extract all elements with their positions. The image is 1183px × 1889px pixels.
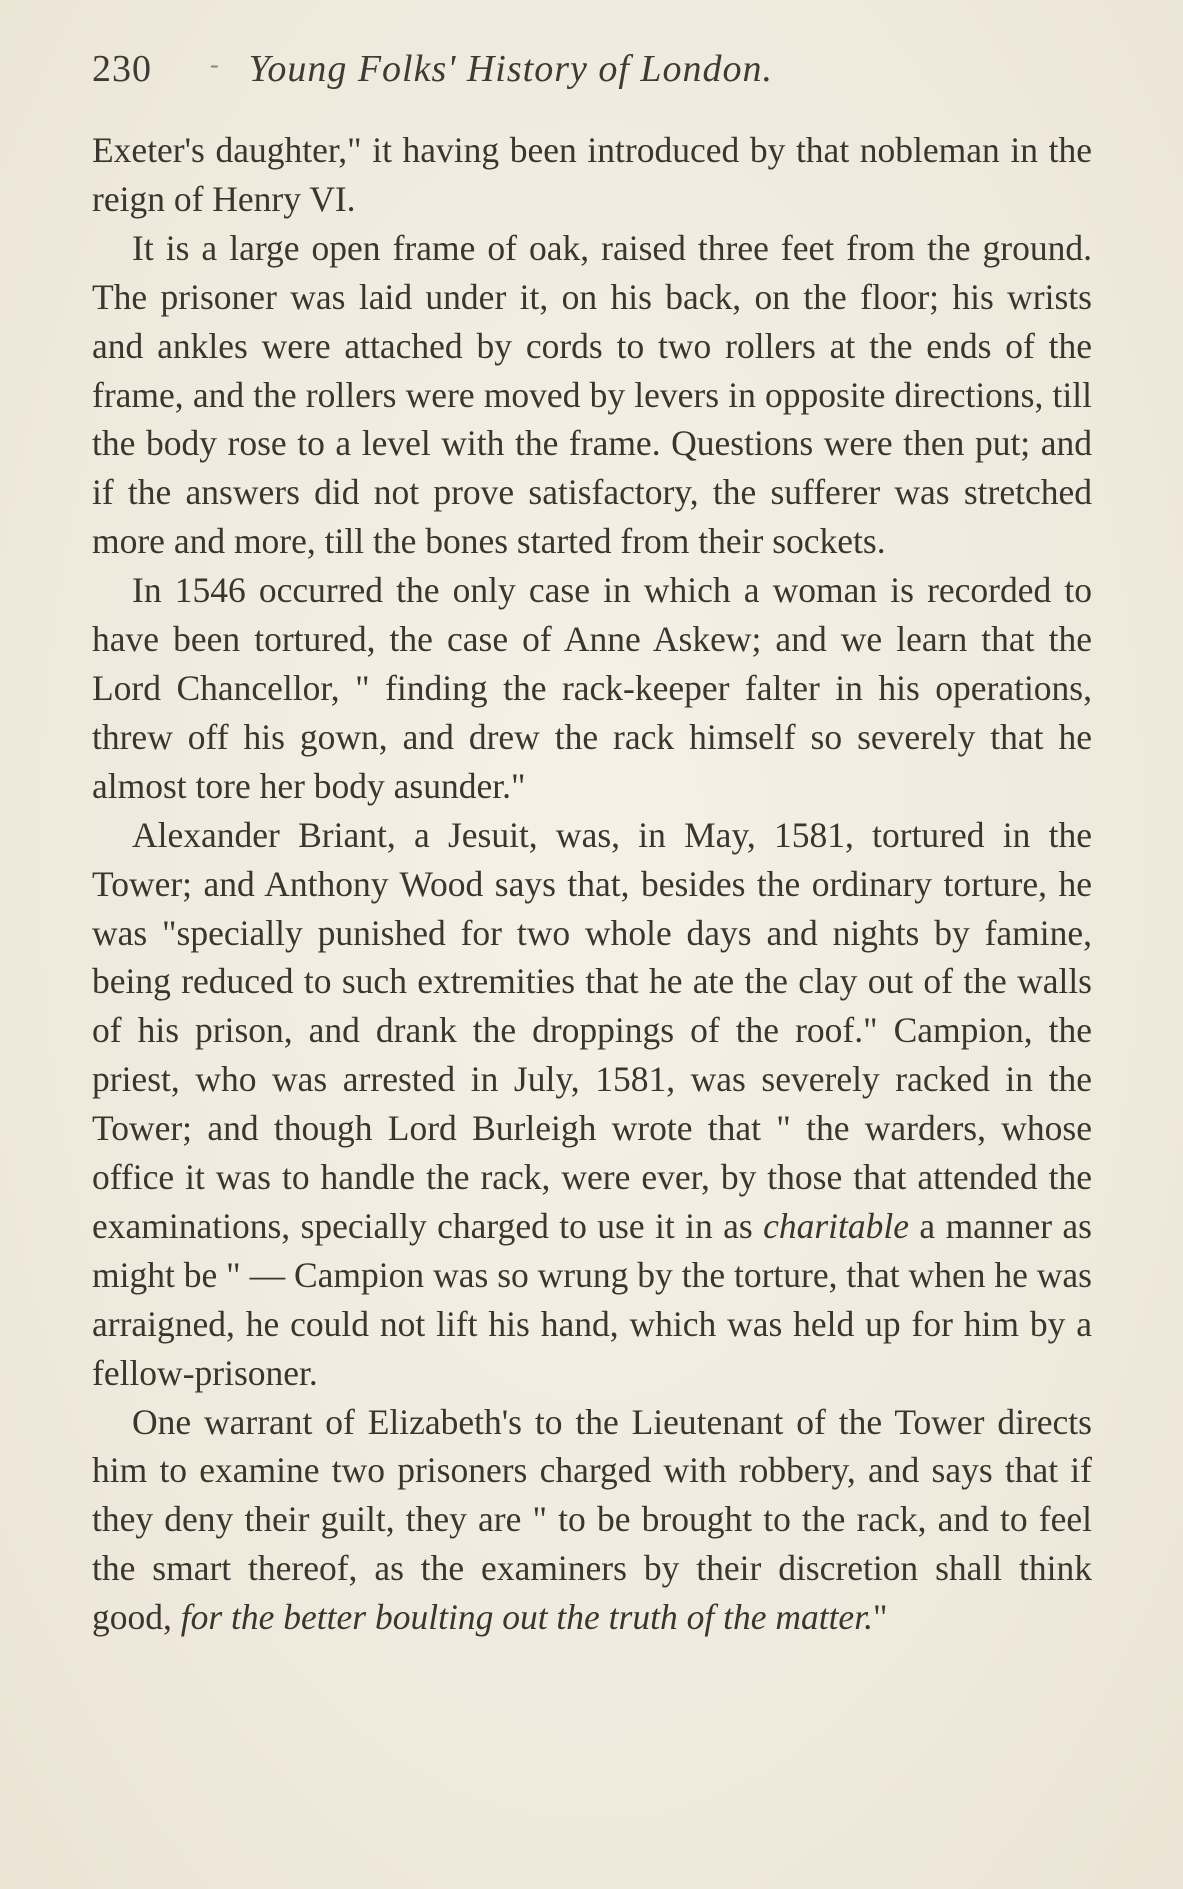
running-header: [92, 40, 1092, 90]
paragraph-1: Exeter's daughter," it having been introduced by that nobleman in the reign of Henry VI.: [92, 130, 1092, 219]
paragraph-5: [92, 1398, 1092, 1643]
paragraph-4-text-before: Alexander Briant, a Jesuit, was, in May, 1581, tortured in the Tower; and Anthony Wood says that, besides the ordinary torture, he was "specially punished for two whole days and nights by famine, being reduced to such extremities that he ate the clay out of the walls of his prison, and drank the droppings of the roof." Campion, the priest, who was arrested in July, 1581, was severely racked in the Tower; and though Lord Burleigh wrote that " the warders, whose office it was to handle the rack, were ever, by those that attended the examinations, specially charged to use it in as: [92, 814, 1092, 1246]
paragraph-3: In 1546 occurred the only case in which a woman is recorded to have been tortured, the case of Anne Askew; and we learn that the Lord Chancellor, " finding the rack-keeper falter in his operations, threw off his gown, and drew the rack himself so severely that he almost tore her body asunder.": [92, 570, 1092, 806]
paragraph-4-emphasis: charitable: [763, 1205, 910, 1246]
paragraph-5-text-before: One warrant of Elizabeth's to the Lieutenant of the Tower directs him to examine two prisoners charged with robbery, and says that if they deny their guilt, they are " to be brought to the rack, and to feel the smart thereof, as the examiners by their discretion shall think good,: [92, 1401, 1092, 1638]
paragraph-5-emphasis: for the better boulting out the truth of the matter.: [180, 1597, 873, 1638]
paragraph-5-text-after: ": [872, 1597, 888, 1638]
running-title: Young Folks' History of London.: [248, 48, 774, 90]
header-dash: -: [210, 50, 219, 79]
paragraph-4-text-after: a manner as might be " — Campion was so wrung by the torture, that when he was arraigned, he could not lift his hand, which was held up for him by a fellow-prisoner.: [92, 1205, 1092, 1393]
paragraph-4: [92, 811, 1092, 1398]
body-text: [92, 126, 1092, 1642]
page-number: 230: [92, 48, 152, 90]
paragraph-2: It is a large open frame of oak, raised three feet from the ground. The prisoner was laid under it, on his back, on the floor; his wrists and ankles were attached by cords to two rollers at the ends of the frame, and the rollers were moved by levers in opposite directions, till the body rose to a level with the frame. Questions were then put; and if the answers did not prove satisfactory, the sufferer was stretched more and more, till the bones started from their sockets.: [92, 227, 1092, 562]
